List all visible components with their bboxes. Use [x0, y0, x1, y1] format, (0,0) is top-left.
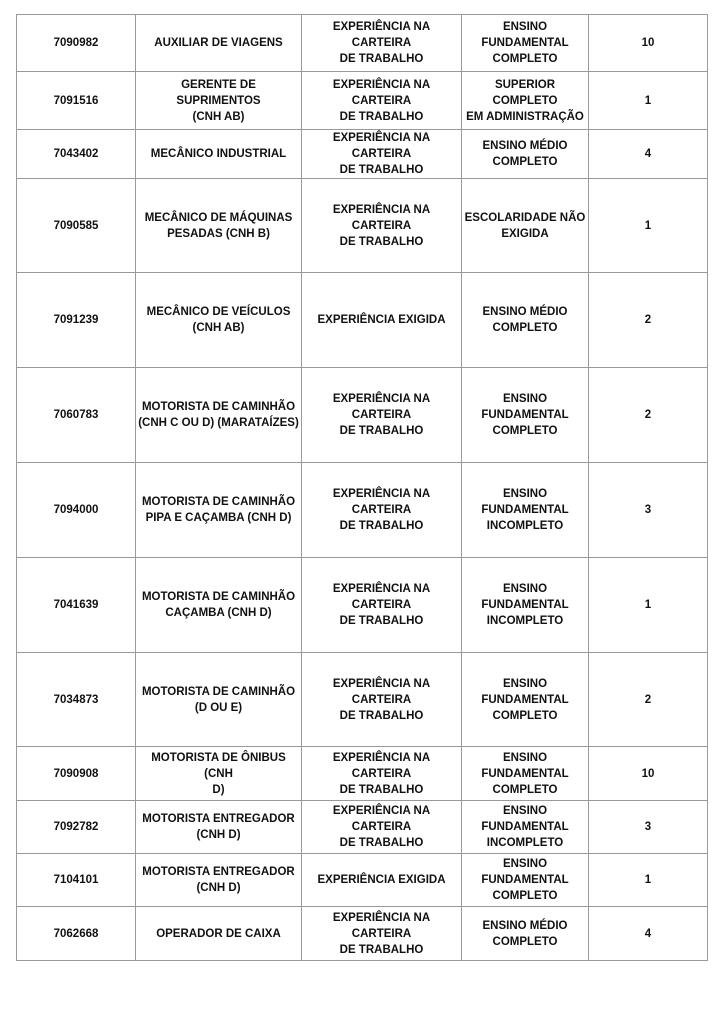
requirement-cell: EXPERIÊNCIA NA CARTEIRA DE TRABALHO: [302, 179, 462, 273]
requirement-cell: EXPERIÊNCIA EXIGIDA: [302, 854, 462, 907]
education-cell: SUPERIOR COMPLETO EM ADMINISTRAÇÃO: [462, 72, 589, 130]
education-cell: ENSINO FUNDAMENTAL COMPLETO: [462, 368, 589, 463]
requirement-cell: EXPERIÊNCIA NA CARTEIRA DE TRABALHO: [302, 907, 462, 961]
vacancies-cell: 10: [589, 15, 708, 72]
job-code-cell: 7091516: [17, 72, 136, 130]
job-code-cell: 7091239: [17, 273, 136, 368]
job-vacancies-table: [16, 14, 708, 961]
job-code-cell: 7094000: [17, 463, 136, 558]
vacancies-cell: 2: [589, 653, 708, 747]
job-role-cell: MOTORISTA DE ÔNIBUS (CNH D): [136, 747, 302, 801]
requirement-cell: EXPERIÊNCIA NA CARTEIRA DE TRABALHO: [302, 747, 462, 801]
job-code-cell: 7090585: [17, 179, 136, 273]
table-row: [17, 854, 708, 907]
education-cell: ENSINO FUNDAMENTAL COMPLETO: [462, 747, 589, 801]
education-cell: ENSINO FUNDAMENTAL INCOMPLETO: [462, 801, 589, 854]
requirement-cell: EXPERIÊNCIA EXIGIDA: [302, 273, 462, 368]
vacancies-cell: 2: [589, 273, 708, 368]
requirement-cell: EXPERIÊNCIA NA CARTEIRA DE TRABALHO: [302, 558, 462, 653]
table-row: [17, 801, 708, 854]
job-role-cell: GERENTE DE SUPRIMENTOS (CNH AB): [136, 72, 302, 130]
vacancies-cell: 1: [589, 72, 708, 130]
job-code-cell: 7090908: [17, 747, 136, 801]
job-code-cell: 7090982: [17, 15, 136, 72]
table-row: [17, 72, 708, 130]
job-role-cell: MOTORISTA DE CAMINHÃO (D OU E): [136, 653, 302, 747]
table-row: [17, 558, 708, 653]
table-row: [17, 463, 708, 558]
vacancies-cell: 3: [589, 463, 708, 558]
job-role-cell: MOTORISTA ENTREGADOR (CNH D): [136, 854, 302, 907]
vacancies-cell: 2: [589, 368, 708, 463]
job-code-cell: 7034873: [17, 653, 136, 747]
vacancies-cell: 1: [589, 854, 708, 907]
education-cell: ENSINO FUNDAMENTAL COMPLETO: [462, 854, 589, 907]
education-cell: ESCOLARIDADE NÃO EXIGIDA: [462, 179, 589, 273]
table-body: [17, 15, 708, 961]
table-row: [17, 653, 708, 747]
requirement-cell: EXPERIÊNCIA NA CARTEIRA DE TRABALHO: [302, 368, 462, 463]
job-role-cell: MECÂNICO DE MÁQUINAS PESADAS (CNH B): [136, 179, 302, 273]
vacancies-cell: 4: [589, 130, 708, 179]
job-role-cell: MECÂNICO INDUSTRIAL: [136, 130, 302, 179]
education-cell: ENSINO FUNDAMENTAL INCOMPLETO: [462, 558, 589, 653]
job-role-cell: MECÂNICO DE VEÍCULOS (CNH AB): [136, 273, 302, 368]
education-cell: ENSINO FUNDAMENTAL COMPLETO: [462, 15, 589, 72]
job-code-cell: 7062668: [17, 907, 136, 961]
vacancies-cell: 4: [589, 907, 708, 961]
requirement-cell: EXPERIÊNCIA NA CARTEIRA DE TRABALHO: [302, 653, 462, 747]
job-code-cell: 7104101: [17, 854, 136, 907]
education-cell: ENSINO MÉDIO COMPLETO: [462, 907, 589, 961]
job-role-cell: AUXILIAR DE VIAGENS: [136, 15, 302, 72]
education-cell: ENSINO FUNDAMENTAL INCOMPLETO: [462, 463, 589, 558]
requirement-cell: EXPERIÊNCIA NA CARTEIRA DE TRABALHO: [302, 72, 462, 130]
table-row: [17, 179, 708, 273]
job-role-cell: MOTORISTA DE CAMINHÃO PIPA E CAÇAMBA (CNH D): [136, 463, 302, 558]
job-role-cell: MOTORISTA DE CAMINHÃO CAÇAMBA (CNH D): [136, 558, 302, 653]
vacancies-cell: 3: [589, 801, 708, 854]
job-role-cell: MOTORISTA DE CAMINHÃO (CNH C OU D) (MARATAÍZES): [136, 368, 302, 463]
table-row: [17, 907, 708, 961]
job-code-cell: 7092782: [17, 801, 136, 854]
education-cell: ENSINO MÉDIO COMPLETO: [462, 130, 589, 179]
job-role-cell: OPERADOR DE CAIXA: [136, 907, 302, 961]
job-code-cell: 7041639: [17, 558, 136, 653]
education-cell: ENSINO FUNDAMENTAL COMPLETO: [462, 653, 589, 747]
requirement-cell: EXPERIÊNCIA NA CARTEIRA DE TRABALHO: [302, 130, 462, 179]
job-role-cell: MOTORISTA ENTREGADOR (CNH D): [136, 801, 302, 854]
vacancies-cell: 10: [589, 747, 708, 801]
table-row: [17, 15, 708, 72]
job-code-cell: 7043402: [17, 130, 136, 179]
job-code-cell: 7060783: [17, 368, 136, 463]
vacancies-cell: 1: [589, 558, 708, 653]
table-row: [17, 130, 708, 179]
table-row: [17, 368, 708, 463]
table-row: [17, 747, 708, 801]
vacancies-cell: 1: [589, 179, 708, 273]
requirement-cell: EXPERIÊNCIA NA CARTEIRA DE TRABALHO: [302, 801, 462, 854]
table-row: [17, 273, 708, 368]
requirement-cell: EXPERIÊNCIA NA CARTEIRA DE TRABALHO: [302, 463, 462, 558]
requirement-cell: EXPERIÊNCIA NA CARTEIRA DE TRABALHO: [302, 15, 462, 72]
education-cell: ENSINO MÉDIO COMPLETO: [462, 273, 589, 368]
